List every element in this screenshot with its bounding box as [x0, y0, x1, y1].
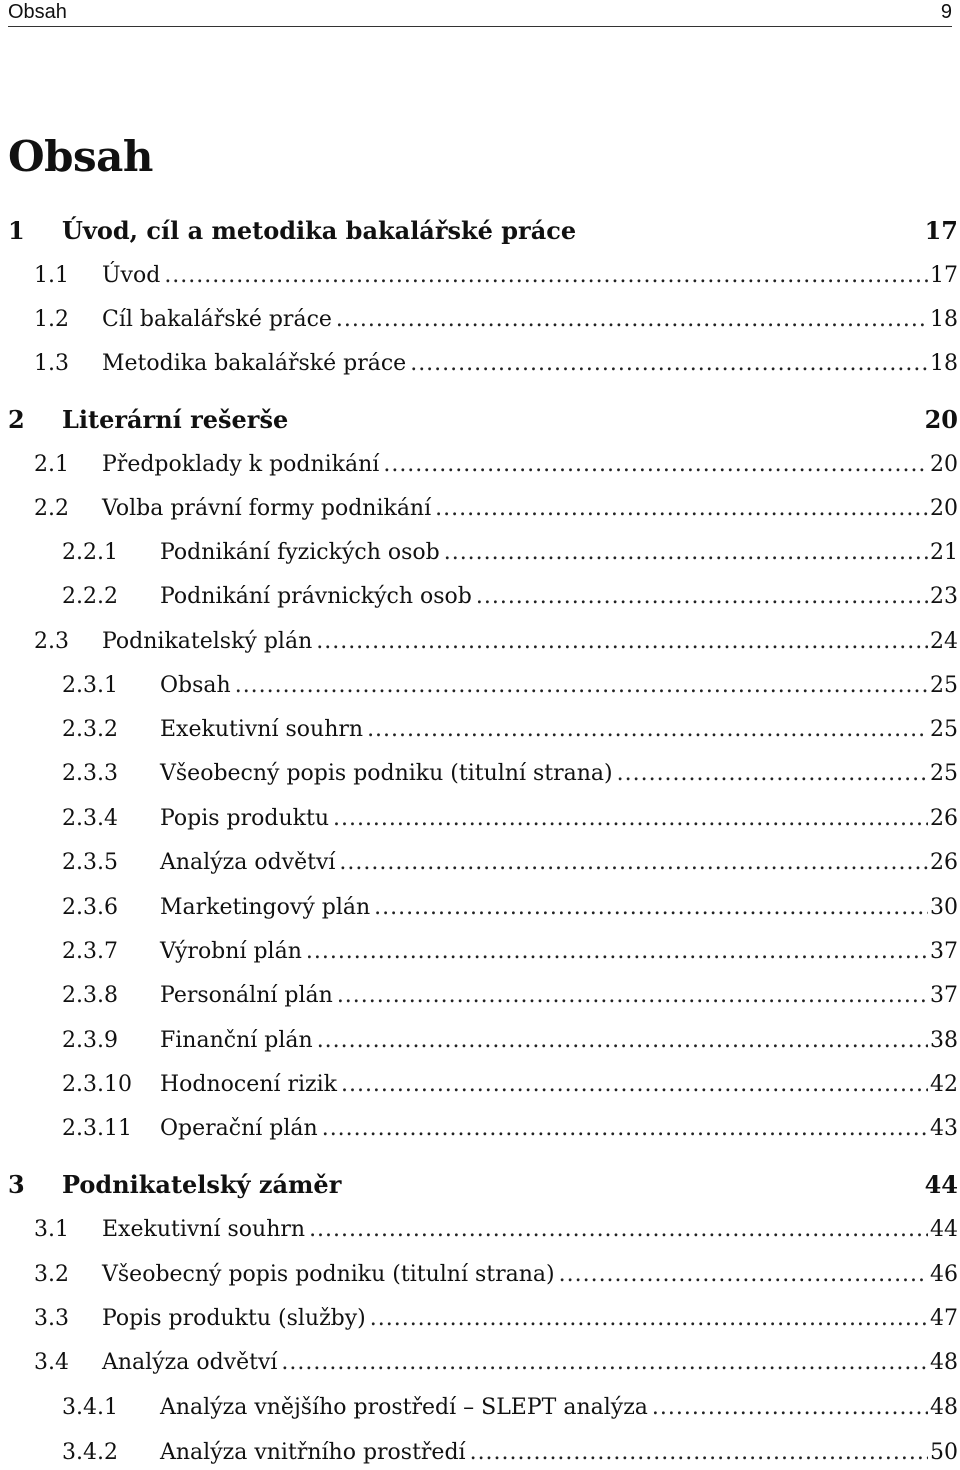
toc-entry-label: Marketingový plán: [160, 895, 371, 920]
toc-entry[interactable]: [8, 717, 958, 743]
toc-entry-label: Literární rešerše: [62, 405, 289, 434]
toc-entry[interactable]: [8, 540, 958, 566]
toc-dot-leader: [316, 629, 928, 655]
header-section-title: Obsah: [8, 1, 67, 23]
toc-entry-number: 2.3.6: [62, 895, 118, 920]
toc-entry[interactable]: [8, 761, 958, 787]
toc-entry-page: 24: [930, 629, 958, 654]
toc-entry-label: Analýza odvětví: [160, 850, 336, 875]
toc-entry-number: 2: [8, 405, 25, 434]
toc-entry-number: 2.2: [34, 496, 69, 521]
toc-entry-number: 3.4.1: [62, 1395, 118, 1420]
toc-entry[interactable]: [8, 1072, 958, 1098]
toc-entry-number: 2.2.1: [62, 540, 118, 565]
toc-entry-number: 3.4.2: [62, 1440, 118, 1465]
toc-entry-label: Úvod, cíl a metodika bakalářské práce: [62, 216, 577, 245]
toc-entry-number: 1.1: [34, 263, 69, 288]
toc-entry-page: 43: [930, 1116, 958, 1141]
toc-entry-number: 3.4: [34, 1350, 69, 1375]
toc-entry-label: Úvod: [102, 263, 161, 288]
toc-dot-leader: [235, 673, 928, 699]
toc-entry-page: 44: [924, 1170, 958, 1199]
toc-entry-page: 17: [924, 216, 958, 245]
toc-dot-leader: [476, 584, 928, 610]
toc-entry[interactable]: [8, 496, 958, 522]
toc-entry-number: 2.3: [34, 629, 69, 654]
toc-dot-leader: [306, 939, 928, 965]
toc-dot-leader: [339, 850, 928, 876]
toc-dot-leader: [410, 351, 928, 377]
toc-dot-leader: [281, 1350, 928, 1376]
toc-entry-number: 2.3.2: [62, 717, 118, 742]
toc-entry[interactable]: [8, 1028, 958, 1054]
toc-entry-page: 46: [930, 1262, 958, 1287]
toc-dot-leader: [333, 806, 928, 832]
toc-entry[interactable]: [8, 673, 958, 699]
toc-dot-leader: [367, 717, 928, 743]
toc-dot-leader: [164, 263, 928, 289]
toc-dot-leader: [317, 1028, 928, 1054]
toc-entry[interactable]: [8, 1172, 958, 1198]
toc-entry-number: 2.3.9: [62, 1028, 118, 1053]
toc-entry[interactable]: [8, 1116, 958, 1142]
toc-dot-leader: [337, 983, 928, 1009]
toc-entry-number: 2.3.10: [62, 1072, 132, 1097]
toc-dot-leader: [470, 1440, 928, 1466]
toc-entry-label: Podnikatelský záměr: [62, 1170, 342, 1199]
toc-entry-label: Analýza vnitřního prostředí: [160, 1440, 466, 1465]
toc-entry[interactable]: [8, 1440, 958, 1466]
toc-entry-number: 3: [8, 1170, 25, 1199]
page-title: Obsah: [8, 132, 153, 181]
toc-entry-label: Podnikání fyzických osob: [160, 540, 440, 565]
toc-entry-label: Metodika bakalářské práce: [102, 351, 407, 376]
toc-entry-label: Exekutivní souhrn: [160, 717, 364, 742]
running-header: [8, 0, 952, 27]
toc-entry-page: 48: [930, 1395, 958, 1420]
toc-entry-label: Všeobecný popis podniku (titulní strana): [160, 761, 613, 786]
toc-entry-label: Předpoklady k podnikání: [102, 452, 380, 477]
toc-entry-number: 1: [8, 216, 25, 245]
toc-entry-page: 37: [930, 983, 958, 1008]
toc-entry-number: 2.3.3: [62, 761, 118, 786]
toc-dot-leader: [374, 895, 928, 921]
toc-entry[interactable]: [8, 307, 958, 333]
toc-dot-leader: [559, 1262, 928, 1288]
toc-entry[interactable]: [8, 629, 958, 655]
toc-entry[interactable]: [8, 218, 958, 244]
toc-dot-leader: [309, 1217, 928, 1243]
toc-entry-page: 20: [924, 405, 958, 434]
toc-entry-label: Podnikání právnických osob: [160, 584, 472, 609]
toc-entry-label: Exekutivní souhrn: [102, 1217, 306, 1242]
toc-entry-page: 23: [930, 584, 958, 609]
toc-entry[interactable]: [8, 1350, 958, 1376]
toc-entry-number: 2.3.8: [62, 983, 118, 1008]
toc-entry-label: Hodnocení rizik: [160, 1072, 337, 1097]
toc-entry-number: 2.3.4: [62, 806, 118, 831]
toc-dot-leader: [444, 540, 928, 566]
toc-entry-label: Personální plán: [160, 983, 333, 1008]
toc-dot-leader: [370, 1306, 928, 1332]
toc-entry-label: Analýza vnějšího prostředí – SLEPT analýza: [160, 1395, 648, 1420]
toc-entry-page: 18: [930, 351, 958, 376]
toc-entry[interactable]: [8, 452, 958, 478]
toc-dot-leader: [435, 496, 928, 522]
toc-entry-page: 25: [930, 673, 958, 698]
toc-entry-page: 48: [930, 1350, 958, 1375]
toc-entry-page: 26: [930, 806, 958, 831]
toc-entry-label: Popis produktu: [160, 806, 329, 831]
toc-entry-number: 2.3.11: [62, 1116, 132, 1141]
toc-entry[interactable]: [8, 983, 958, 1009]
toc-entry-number: 3.1: [34, 1217, 69, 1242]
toc-entry-number: 2.3.7: [62, 939, 118, 964]
toc-entry[interactable]: [8, 939, 958, 965]
toc-entry-label: Podnikatelský plán: [102, 629, 313, 654]
toc-entry-number: 2.3.5: [62, 850, 118, 875]
toc-entry-page: 50: [930, 1440, 958, 1465]
toc-entry-number: 3.2: [34, 1262, 69, 1287]
toc-entry-number: 1.3: [34, 351, 69, 376]
toc-entry-page: 38: [930, 1028, 958, 1053]
toc-entry-number: 1.2: [34, 307, 69, 332]
toc-entry-page: 44: [930, 1217, 958, 1242]
toc-entry-page: 20: [930, 452, 958, 477]
toc-entry[interactable]: [8, 351, 958, 377]
toc-entry-page: 26: [930, 850, 958, 875]
toc-entry[interactable]: [8, 1395, 958, 1421]
toc-entry-label: Cíl bakalářské práce: [102, 307, 332, 332]
toc-dot-leader: [336, 307, 928, 333]
toc-entry-number: 2.3.1: [62, 673, 118, 698]
toc-dot-leader: [617, 761, 928, 787]
toc-entry-label: Všeobecný popis podniku (titulní strana): [102, 1262, 555, 1287]
toc-entry[interactable]: [8, 895, 958, 921]
toc-entry-label: Výrobní plán: [160, 939, 302, 964]
toc-entry-page: 21: [930, 540, 958, 565]
toc-entry[interactable]: [8, 850, 958, 876]
toc-entry-page: 18: [930, 307, 958, 332]
toc-entry-page: 25: [930, 717, 958, 742]
toc-entry-number: 2.2.2: [62, 584, 118, 609]
header-page-number: 9: [940, 1, 952, 23]
toc-entry-page: 17: [930, 263, 958, 288]
toc-entry-number: 3.3: [34, 1306, 69, 1331]
toc-entry-page: 42: [930, 1072, 958, 1097]
toc-entry-label: Obsah: [160, 673, 231, 698]
toc-entry[interactable]: [8, 584, 958, 610]
toc-dot-leader: [322, 1116, 928, 1142]
toc-entry[interactable]: [8, 263, 958, 289]
toc-entry-page: 25: [930, 761, 958, 786]
toc-entry[interactable]: [8, 806, 958, 832]
toc-entry-page: 37: [930, 939, 958, 964]
toc-entry[interactable]: [8, 1217, 958, 1243]
toc-entry-label: Finanční plán: [160, 1028, 313, 1053]
toc-dot-leader: [341, 1072, 928, 1098]
toc-entry[interactable]: [8, 407, 958, 433]
toc-entry[interactable]: [8, 1262, 958, 1288]
toc-entry-label: Popis produktu (služby): [102, 1306, 366, 1331]
toc-entry-label: Volba právní formy podnikání: [102, 496, 432, 521]
toc-entry-page: 30: [930, 895, 958, 920]
toc-entry-page: 20: [930, 496, 958, 521]
toc-entry-page: 47: [930, 1306, 958, 1331]
toc-dot-leader: [652, 1395, 928, 1421]
toc-entry-label: Operační plán: [160, 1116, 318, 1141]
toc-dot-leader: [383, 452, 928, 478]
toc-entry-label: Analýza odvětví: [102, 1350, 278, 1375]
toc-entry[interactable]: [8, 1306, 958, 1332]
toc-entry-number: 2.1: [34, 452, 69, 477]
